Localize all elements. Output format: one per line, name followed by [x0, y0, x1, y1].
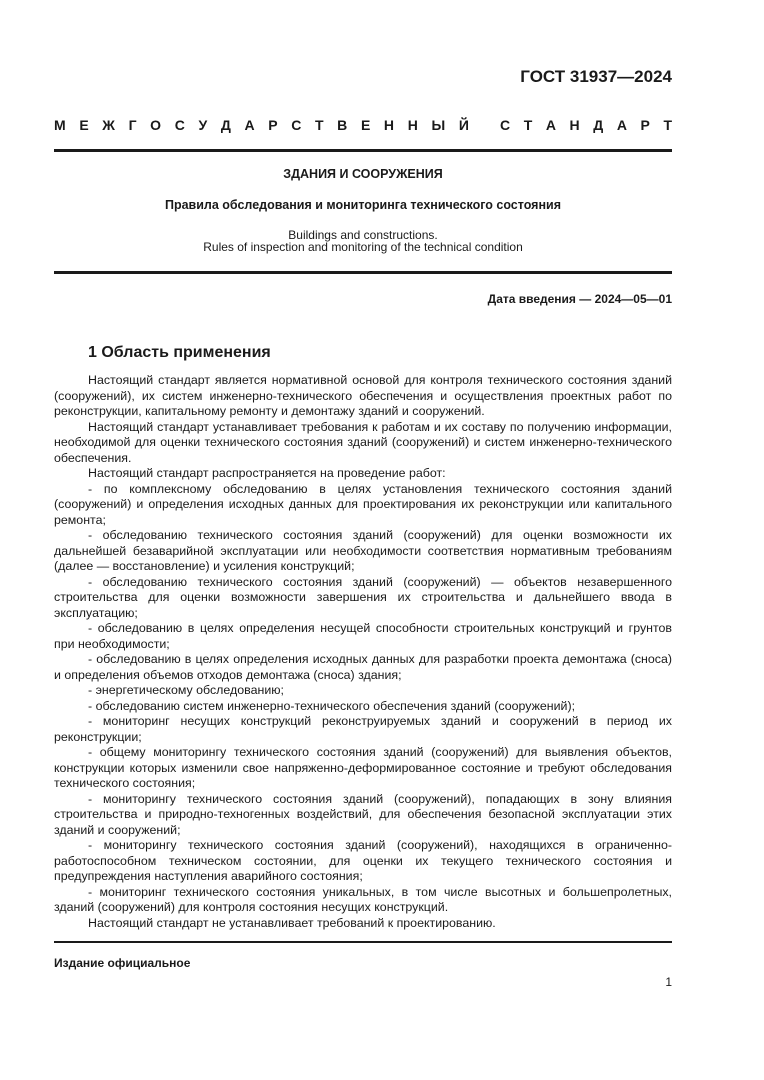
list-item: - мониторинг технического состояния уникальных, в том числе высотных и большепролетных, зданий (сооружений) для контроля состояния несущих конструкций. — [54, 884, 672, 914]
list-item: - обследованию систем инженерно-технического обеспечения зданий (сооружений); — [88, 698, 576, 713]
paragraph: Настоящий стандарт не устанавливает требований к проектированию. — [88, 915, 496, 930]
standard-number: ГОСТ 31937—2024 — [520, 67, 672, 86]
standard-type-word2: С Т А Н Д А Р Т — [500, 117, 672, 133]
document-title: ЗДАНИЯ И СООРУЖЕНИЯ — [283, 167, 443, 181]
list-item: - мониторинг несущих конструкций реконструируемых зданий и сооружений в период их реконструкции; — [54, 714, 672, 744]
list-item: - по комплексному обследованию в целях установления технического состояния зданий (сооружений) и определения исходных данных для проектирования их реконструкции или капитального ремонта; — [54, 481, 672, 527]
document-subtitle: Правила обследования и мониторинга технического состояния — [164, 198, 561, 212]
list-item: - общему мониторингу технического состояния зданий (сооружений) для выявления объектов, конструкции которых изменили свое напряженно-деформированное состояние и требуют обследования технического состояния; — [54, 745, 672, 790]
footer-divider — [54, 941, 672, 943]
list-item: - обследованию в целях определения несущей способности строительных конструкций и грунтов при необходимости; — [54, 621, 672, 651]
list-item: - обследованию в целях определения исходных данных для разработки проекта демонтажа (сноса) и определения объемов отходов демонтажа (сноса) здания; — [54, 652, 672, 682]
paragraph: Настоящий стандарт распространяется на проведение работ: — [88, 466, 446, 480]
list-item: - мониторингу технического состояния зданий (сооружений), попадающих в зону влияния строительства и природно-техногенных воздействий, для обеспечения безопасной эксплуатации этих зданий и сооружений; — [54, 791, 672, 837]
paragraph: Настоящий стандарт устанавливает требования к работам и их составу по получению информации, необходимой для оценки технического состояния зданий (сооружений) и систем инженерно-технического обеспечения. — [54, 419, 672, 465]
edition-label: Издание официальное — [54, 956, 191, 970]
list-item: - обследованию технического состояния зданий (сооружений) для оценки возможности их дальнейшей безаварийной эксплуатации или необходимости соответствия нормативным требованиям (далее — восстановление) и усиления конструкций; — [54, 528, 672, 573]
list-item: - энергетическому обследованию; — [88, 683, 284, 697]
paragraph: Настоящий стандарт является нормативной основой для контроля технического состояния зданий (сооружений), их систем инженерно-технического обеспечения и осуществления проектных работ по реконструкции, капитальному ремонту и демонтажу зданий и сооружений. — [54, 373, 672, 418]
list-item: - мониторингу технического состояния зданий (сооружений), находящихся в ограниченно-работоспособном техническом состоянии, для оценки их текущего технического состояния и предупреждения наступления аварийного состояния; — [54, 838, 672, 883]
english-subtitle: Rules of inspection and monitoring of the technical condition — [203, 240, 523, 254]
standard-type — [54, 117, 672, 133]
standard-type-word1: М Е Ж Г О С У Д А Р С Т В Е Н Н Ы Й — [54, 117, 469, 133]
section-heading: 1 Область применения — [88, 344, 271, 361]
page-number: 1 — [665, 975, 672, 989]
english-title: Buildings and constructions. — [288, 228, 438, 242]
list-item: - обследованию технического состояния зданий (сооружений) — объектов незавершенного строительства для оценки возможности завершения их строительства и дальнейшего ввода в эксплуатацию; — [54, 574, 672, 620]
section-body — [54, 373, 672, 931]
introduction-date: Дата введения — 2024—05—01 — [487, 292, 672, 306]
title-divider — [54, 271, 672, 274]
top-divider — [54, 149, 672, 152]
